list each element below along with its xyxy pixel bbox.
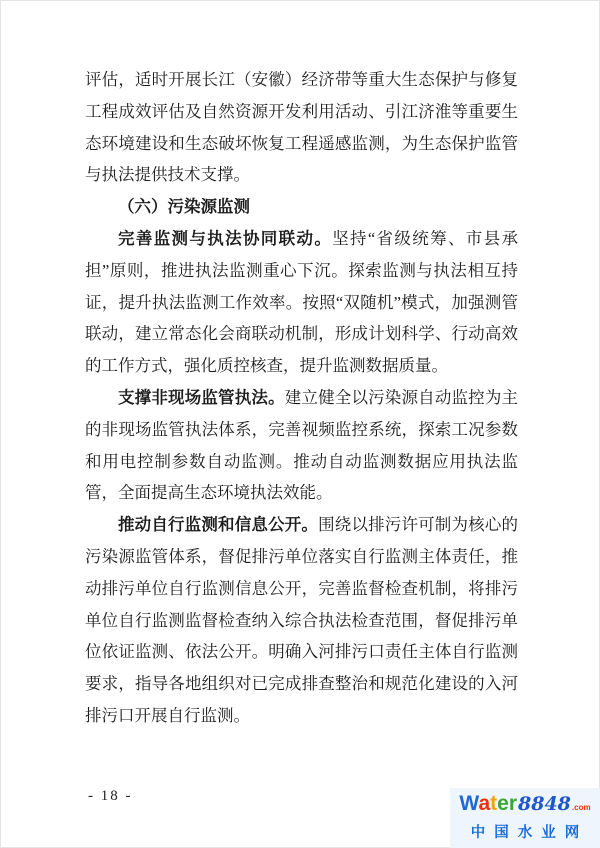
logo-letter: W — [459, 791, 479, 815]
paragraph — [85, 509, 518, 732]
paragraph-bold-lead: 支撑非现场监管执法。 — [118, 387, 285, 407]
paragraph-bold-lead: 推动自行监测和信息公开。 — [118, 515, 319, 535]
logo-wordmark — [459, 793, 590, 819]
logo-letter: a — [478, 791, 491, 815]
logo-subtitle: 中国水业网 — [470, 824, 589, 841]
paragraph-text: 坚持“省级统筹、市县承担”原则，推进执法监测重心下沉。探索监测与执法相互持证，提升执法监测工作效率。按照“双随机”模式，加强测管联动，建立常态化会商联动机制，形成计划科学、行动高效的工作方式，强化质控核查，提升监测数据质量。 — [85, 228, 518, 376]
paragraph-text: 建立健全以污染源自动监控为主的非现场监管执法体系，完善视频监控系统，探索工况参数和用电控制参数自动监测。推动自动监测数据应用执法监管，全面提高生态环境执法效能。 — [85, 387, 519, 503]
logo-letter: e — [497, 791, 509, 815]
logo-water-word — [459, 793, 517, 815]
paragraph-text: 围绕以排污许可制为核心的污染源监管体系，督促排污单位落实自行监测主体责任，推动排污单位自行监测信息公开，完善监督检查机制，将排污单位自行监测监督检查纳入综合执法检查范围，督促排污单位依证监测、依法公开。明确入河排污口责任主体自行监测要求，指导各地组织对已完成排查整治和规范化建设的入河排污口开展自行监测。 — [85, 515, 519, 725]
logo-letter: r — [508, 791, 518, 815]
paragraph — [85, 382, 518, 509]
paragraph-continuation — [85, 64, 518, 191]
logo-number: 8848 — [518, 792, 571, 815]
paragraph-text: 评估，适时开展长江（安徽）经济带等重大生态保护与修复工程成效评估及自然资源开发利用活动、引江济淮等重要生态环境建设和生态破坏恢复工程遥感监测，为生态保护监管与执法提供技术支撑。 — [85, 70, 518, 185]
paragraph-bold-lead: 完善监测与执法协同联动。 — [118, 228, 333, 248]
water8848-logo[interactable] — [450, 788, 600, 848]
logo-tld: .com — [571, 802, 591, 812]
section-heading: （六）污染源监测 — [118, 197, 250, 217]
document-body — [85, 64, 518, 732]
paragraph — [85, 223, 518, 382]
logo-letter: t — [490, 791, 498, 815]
page-number: - 18 - — [88, 788, 133, 804]
